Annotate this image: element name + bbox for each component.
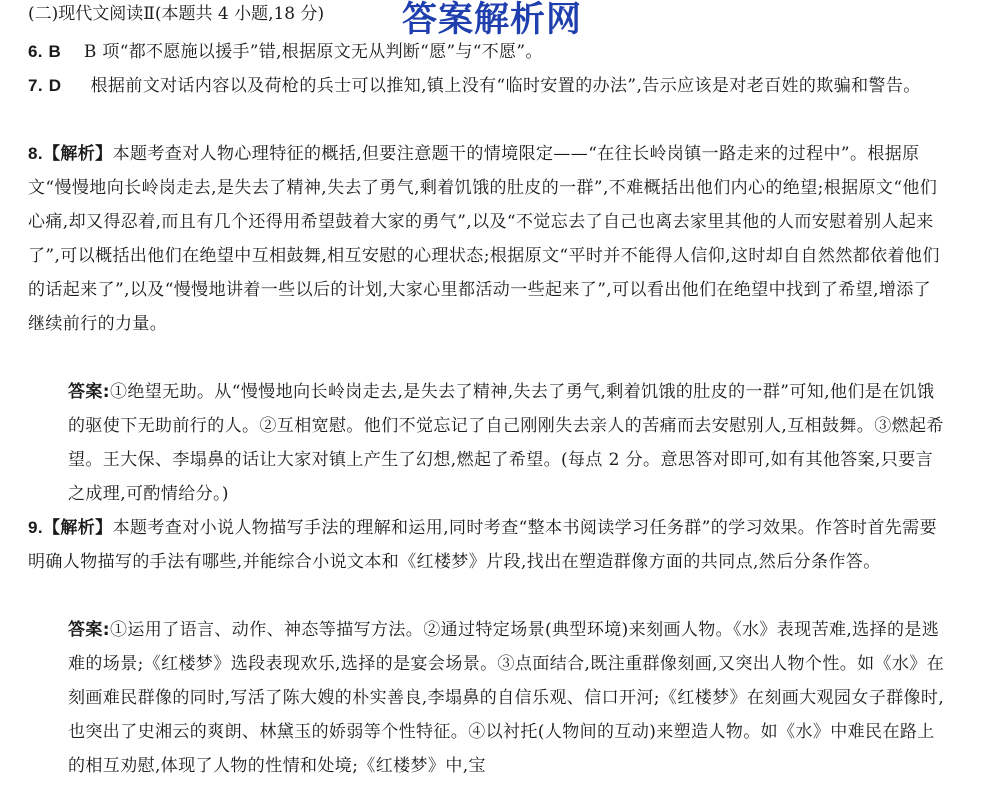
section-title: (二)现代文阅读Ⅱ(本题共 4 小题,18 分) bbox=[28, 4, 325, 24]
question-9-answer-text: ①运用了语言、动作、神态等描写方法。②通过特定场景(典型环境)来刻画人物。《水》表现苦难,选择的是逃难的场景;《红楼梦》选段表现欢乐,选择的是宴会场景。③点面结合,既注重群像刻画,又突出人物个性。如《水》在刻画难民群像的同时,写活了陈大嫂的朴实善良,李塌鼻的自信乐观、信口开河;《红楼梦》在刻画大观园女子群像时,也突出了史湘云的爽朗、林黛玉的娇弱等个性特征。④以衬托(人物间的互动)来塑造人物。如《水》中难民在路上的相互劝慰,体现了人物的性情和处境;《红楼梦》中,宝 bbox=[68, 620, 945, 776]
question-6 bbox=[28, 40, 968, 64]
question-8-answer-label: 答案: bbox=[68, 382, 110, 402]
question-8-analysis-tag: 【解析】 bbox=[42, 144, 113, 164]
question-8-analysis bbox=[28, 137, 946, 341]
question-9-analysis-text: 本题考查对小说人物描写手法的理解和运用,同时考查“整本书阅读学习任务群”的学习效果。作答时首先需要明确人物描写的手法有哪些,并能综合小说文本和《红楼梦》片段,找出在塑造群像方面的共同点,然后分条作答。 bbox=[28, 518, 937, 572]
question-8-answer bbox=[68, 375, 946, 511]
question-7 bbox=[28, 69, 946, 103]
question-8-number: 8. bbox=[28, 144, 43, 163]
question-9-analysis bbox=[28, 511, 946, 579]
question-9-number: 9. bbox=[28, 518, 43, 537]
question-6-answer: B bbox=[48, 42, 62, 61]
question-7-answer: D bbox=[48, 76, 62, 95]
question-8-analysis-text: 本题考查对人物心理特征的概括,但要注意题干的情境限定——“在往长岭岗镇一路走来的过程中”。根据原文“慢慢地向长岭岗走去,是失去了精神,失去了勇气,剩着饥饿的肚皮的一群”,不难概括出他们内心的绝望;根据原文“他们心痛,却又得忍着,而且有几个还得用希望鼓着大家的勇气”,以及“不觉忘去了自己也离去家里其他的人而安慰着别人起来了”,可以概括出他们在绝望中互相鼓舞,相互安慰的心理状态;根据原文“平时并不能得人信仰,这时却自自然然都依着他们的话起来了”,以及“慢慢地讲着一些以后的计划,大家心里都活动一些起来了”,可以看出他们在绝望中找到了希望,增添了继续前行的力量。 bbox=[28, 144, 940, 334]
question-8-answer-text: ①绝望无助。从“慢慢地向长岭岗走去,是失去了精神,失去了勇气,剩着饥饿的肚皮的一群”可知,他们是在饥饿的驱使下无助前行的人。②互相宽慰。他们不觉忘记了自己刚刚失去亲人的苦痛而去安慰别人,互相鼓舞。③燃起希望。王大保、李塌鼻的话让大家对镇上产生了幻想,燃起了希望。(每点 2 分。意思答对即可,如有其他答案,只要言之成理,可酌情给分。) bbox=[68, 382, 944, 504]
question-9-analysis-tag: 【解析】 bbox=[42, 518, 113, 538]
question-6-explanation: B 项“都不愿施以援手”错,根据原文无从判断“愿”与“不愿”。 bbox=[83, 42, 543, 62]
question-7-number: 7. bbox=[28, 76, 43, 95]
watermark-logo: 答案解析网 bbox=[402, 0, 583, 40]
question-6-number: 6. bbox=[28, 42, 43, 61]
question-9-answer-label: 答案: bbox=[68, 620, 110, 640]
question-9-answer bbox=[68, 613, 946, 783]
question-7-explanation: 根据前文对话内容以及荷枪的兵士可以推知,镇上没有“临时安置的办法”,告示应该是对老百姓的欺骗和警告。 bbox=[90, 76, 921, 96]
